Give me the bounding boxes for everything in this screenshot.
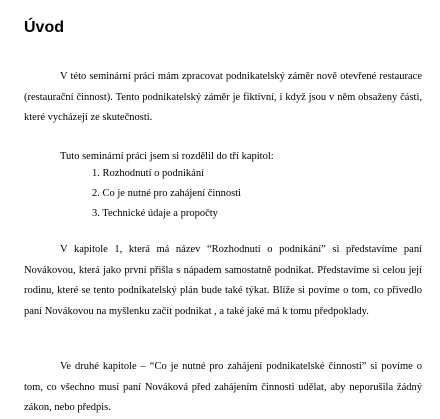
page-title: Úvod — [24, 19, 64, 36]
chapter-list — [92, 164, 241, 224]
chapter-item: 1. Rozhodnutí o podnikání — [92, 168, 204, 179]
paragraph-intro: V této seminární práci mám zpracovat podnikatelský záměr nově otevřené restaurace (restaurační činnost). Tento podnikatelský záměr je fiktivní, i když jsou v něm obsaženy části, které vycházejí ze skutečnosti. — [24, 71, 422, 123]
chapter-item: 3. Technické údaje a propočty — [92, 208, 218, 219]
paragraph-chapter-1: V kapitole 1, která má název “Rozhodnutí o podnikání” si představíme paní Novákovou, která jako první přišla s nápadem samostatně podnikat. Představíme si celou její rodinu, které se tento podnikatelský plán bude také týkat. Blíže si povíme o tom, co přivedlo paní Novákovou na myšlenku začít podnikat , a také jaké má k tomu předpoklady. — [24, 244, 422, 317]
chapters-intro: Tuto seminární práci jsem si rozdělil do tří kapitol: — [60, 151, 274, 162]
chapter-item: 2. Co je nutné pro zahájení činnosti — [92, 188, 242, 199]
paragraph-chapter-2: Ve druhé kapitole – “Co je nutné pro zahájení podnikatelské činnosti” si povíme o tom, co všechno musí paní Nováková před zahájením činnosti udělat, aby neporušila žádný zákon, nebo předpis. — [24, 361, 422, 413]
